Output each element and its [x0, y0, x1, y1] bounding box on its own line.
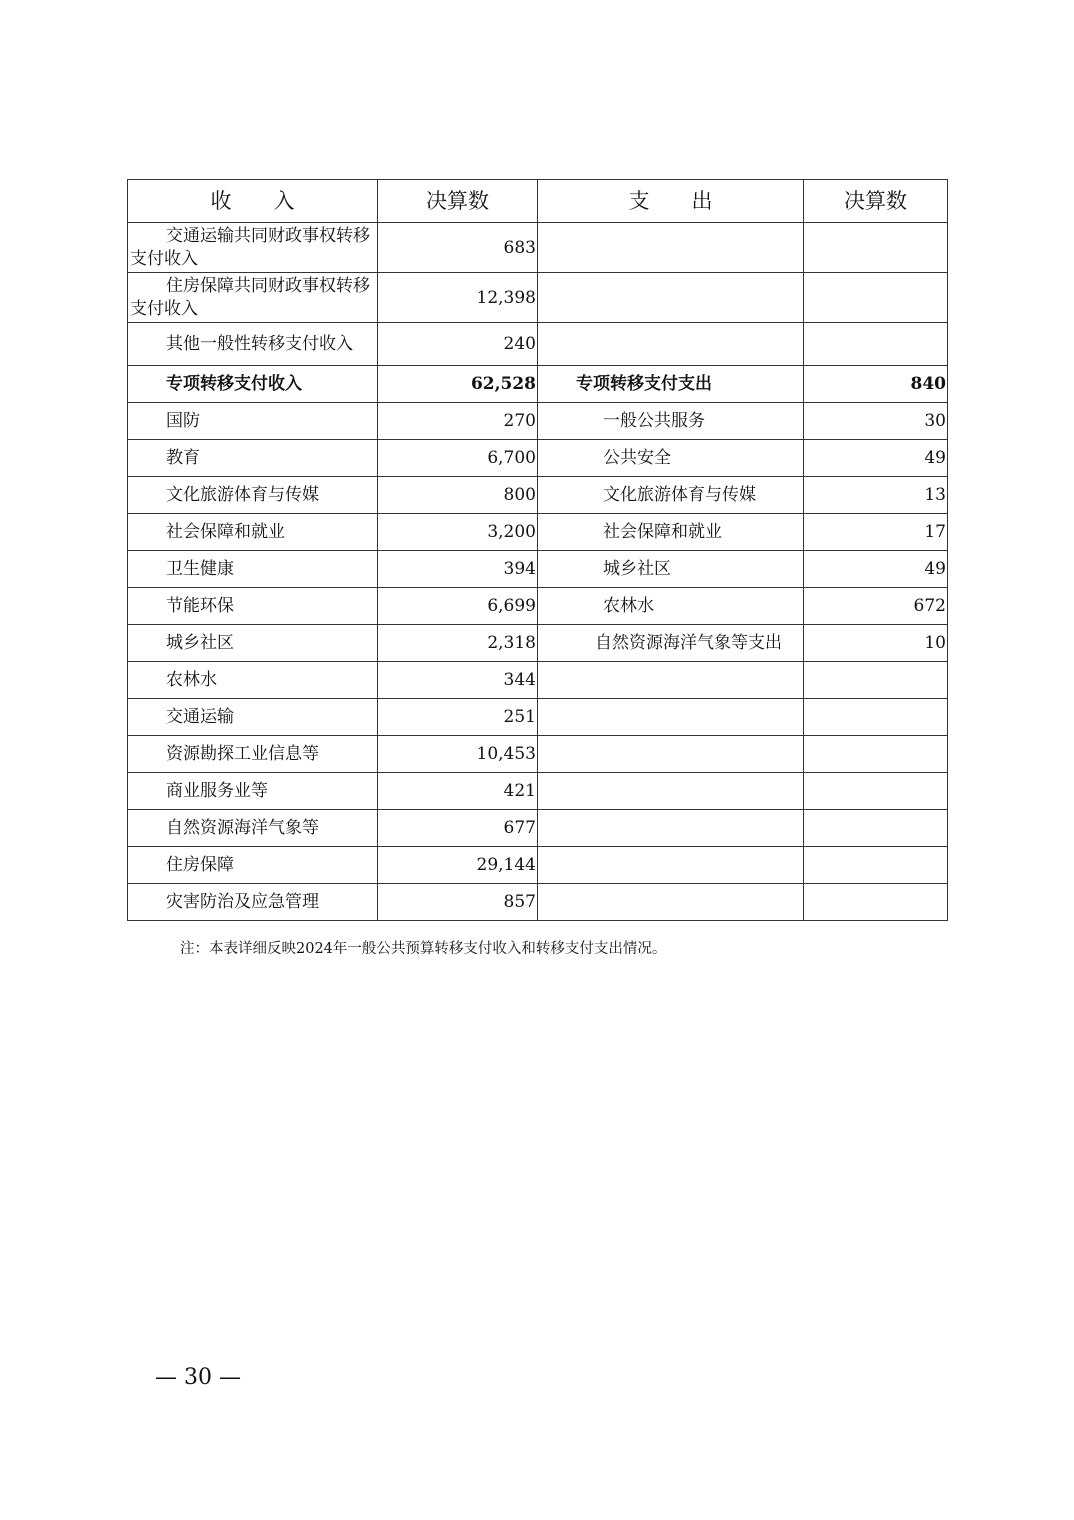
- table-note: 注：本表详细反映2024年一般公共预算转移支付收入和转移支付支出情况。: [180, 941, 667, 957]
- income-value: 677: [378, 810, 538, 847]
- table-row-subtotal: [128, 366, 948, 403]
- table-row: [128, 736, 948, 773]
- expense-item: 自然资源海洋气象等支出: [538, 625, 804, 662]
- income-item: 国防: [128, 403, 378, 440]
- table-row: [128, 477, 948, 514]
- table-header-row: [128, 180, 948, 223]
- table-row: [128, 273, 948, 323]
- income-item: 教育: [128, 440, 378, 477]
- table-row: [128, 810, 948, 847]
- income-item: 文化旅游体育与传媒: [128, 477, 378, 514]
- expense-value: 49: [804, 551, 948, 588]
- income-item: 节能环保: [128, 588, 378, 625]
- income-item: 农林水: [128, 662, 378, 699]
- income-value: 270: [378, 403, 538, 440]
- income-value: 251: [378, 699, 538, 736]
- expense-value: 840: [804, 366, 948, 403]
- income-item: 其他一般性转移支付收入: [128, 323, 378, 366]
- expense-item: [538, 662, 804, 699]
- income-value: 394: [378, 551, 538, 588]
- expense-item: [538, 323, 804, 366]
- expense-value: [804, 736, 948, 773]
- table-row: [128, 323, 948, 366]
- expense-value: [804, 699, 948, 736]
- expense-item: 公共安全: [538, 440, 804, 477]
- income-item: 城乡社区: [128, 625, 378, 662]
- income-item: 卫生健康: [128, 551, 378, 588]
- income-item: 住房保障: [128, 847, 378, 884]
- expense-value: [804, 884, 948, 921]
- header-expense: 支 出: [538, 180, 804, 223]
- income-item: 交通运输: [128, 699, 378, 736]
- expense-value: 49: [804, 440, 948, 477]
- income-item: 住房保障共同财政事权转移支付收入: [128, 273, 378, 323]
- header-expense-value: 决算数: [804, 180, 948, 223]
- expense-value: 10: [804, 625, 948, 662]
- income-item: 专项转移支付收入: [128, 366, 378, 403]
- table-row: [128, 884, 948, 921]
- income-item: 自然资源海洋气象等: [128, 810, 378, 847]
- table-row: [128, 662, 948, 699]
- expense-item: [538, 699, 804, 736]
- expense-value: [804, 773, 948, 810]
- income-value: 10,453: [378, 736, 538, 773]
- table-row: [128, 847, 948, 884]
- expense-value: 13: [804, 477, 948, 514]
- page-number: — 30 —: [155, 1365, 241, 1390]
- header-income: 收 入: [128, 180, 378, 223]
- header-income-value: 决算数: [378, 180, 538, 223]
- expense-value: [804, 273, 948, 323]
- expense-item: [538, 736, 804, 773]
- table-row: [128, 514, 948, 551]
- expense-item: 文化旅游体育与传媒: [538, 477, 804, 514]
- expense-item: 专项转移支付支出: [538, 366, 804, 403]
- expense-item: [538, 273, 804, 323]
- table-row: [128, 403, 948, 440]
- table-row: [128, 223, 948, 273]
- expense-value: 30: [804, 403, 948, 440]
- income-item: 社会保障和就业: [128, 514, 378, 551]
- expense-item: [538, 810, 804, 847]
- income-item: 商业服务业等: [128, 773, 378, 810]
- expense-value: [804, 847, 948, 884]
- table-row: [128, 773, 948, 810]
- income-value: 6,700: [378, 440, 538, 477]
- table-row: [128, 551, 948, 588]
- transfer-payment-table: [127, 179, 948, 921]
- income-value: 3,200: [378, 514, 538, 551]
- income-value: 6,699: [378, 588, 538, 625]
- expense-item: [538, 847, 804, 884]
- expense-value: [804, 662, 948, 699]
- income-value: 2,318: [378, 625, 538, 662]
- expense-value: [804, 323, 948, 366]
- expense-value: 17: [804, 514, 948, 551]
- expense-item: 城乡社区: [538, 551, 804, 588]
- table-row: [128, 588, 948, 625]
- expense-value: [804, 810, 948, 847]
- income-item: 交通运输共同财政事权转移支付收入: [128, 223, 378, 273]
- table-row: [128, 625, 948, 662]
- expense-item: [538, 223, 804, 273]
- income-item: 灾害防治及应急管理: [128, 884, 378, 921]
- expense-value: 672: [804, 588, 948, 625]
- expense-item: [538, 773, 804, 810]
- income-value: 12,398: [378, 273, 538, 323]
- income-item: 资源勘探工业信息等: [128, 736, 378, 773]
- income-value: 240: [378, 323, 538, 366]
- income-value: 683: [378, 223, 538, 273]
- income-value: 62,528: [378, 366, 538, 403]
- income-value: 421: [378, 773, 538, 810]
- table-row: [128, 440, 948, 477]
- expense-item: 一般公共服务: [538, 403, 804, 440]
- expense-item: 农林水: [538, 588, 804, 625]
- expense-item: 社会保障和就业: [538, 514, 804, 551]
- income-value: 29,144: [378, 847, 538, 884]
- income-value: 344: [378, 662, 538, 699]
- expense-item: [538, 884, 804, 921]
- expense-value: [804, 223, 948, 273]
- income-value: 857: [378, 884, 538, 921]
- income-value: 800: [378, 477, 538, 514]
- table-row: [128, 699, 948, 736]
